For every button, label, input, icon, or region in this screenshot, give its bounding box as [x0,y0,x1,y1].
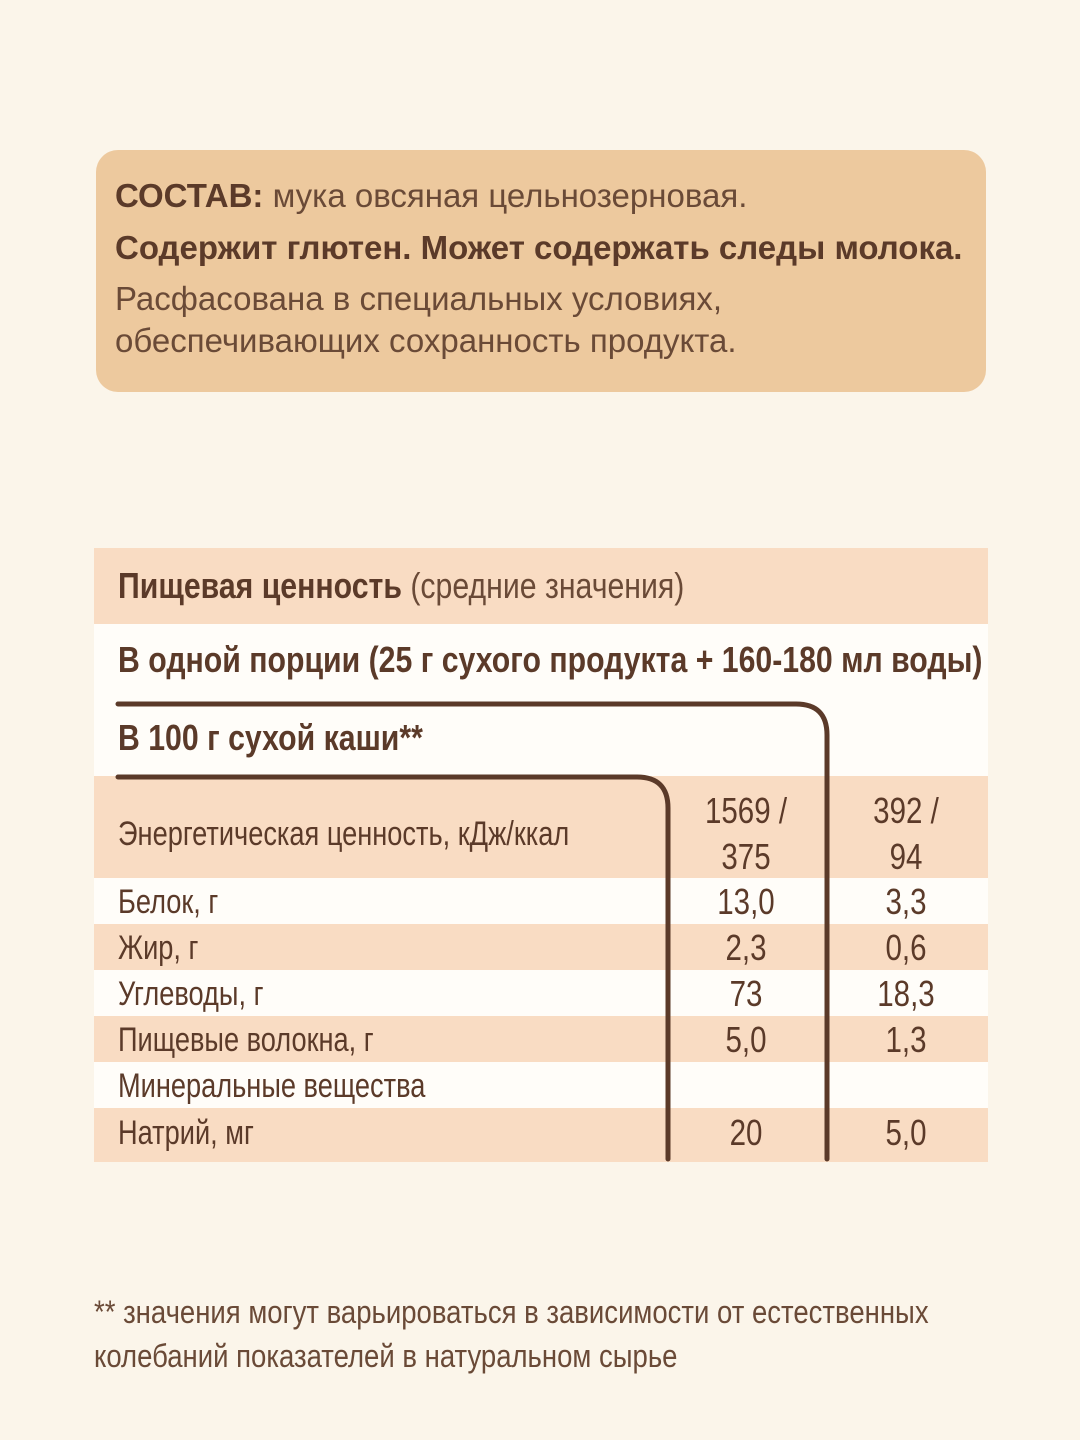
fiber-per-portion: 1,3 [885,1019,927,1060]
row-name-fiber: Пищевые волокна, г [118,1021,374,1059]
row-name-carbs: Углеводы, г [118,975,264,1013]
sodium-per-100g: 20 [729,1112,763,1153]
carbs-per-100g: 73 [729,973,763,1014]
energy-per-100g-kj: 1569 / [704,790,788,831]
protein-per-portion: 3,3 [885,881,927,922]
protein-per-100g: 13,0 [717,881,775,922]
footnote [94,1290,1054,1378]
composition-label: СОСТАВ: [115,177,264,214]
sodium-per-portion: 5,0 [885,1112,927,1153]
row-name-minerals: Минеральные вещества [118,1067,426,1105]
row-name-energy: Энергетическая ценность, кДж/ккал [118,815,570,853]
fiber-per-100g: 5,0 [725,1019,767,1060]
energy-per-portion-kj: 392 / [873,790,939,831]
row-name-sodium: Натрий, мг [118,1114,254,1152]
row-name-protein: Белок, г [118,883,219,921]
per-100g-bracket-line [118,777,668,1159]
energy-per-100g-kcal: 375 [721,836,771,877]
footnote-line-2: колебаний показателей в натуральном сырье [94,1338,678,1374]
nutrition-table [94,548,988,1162]
carbs-per-portion: 18,3 [877,973,935,1014]
per-portion-bracket-line [118,704,827,1159]
composition-box [96,150,986,392]
fat-per-100g: 2,3 [725,927,767,968]
nutrition-title-note: (средние значения) [410,565,685,606]
composition-line [115,174,966,218]
energy-per-portion-kcal: 94 [889,836,923,877]
row-name-fat: Жир, г [118,929,199,967]
column-bracket-lines [94,548,988,1162]
allergen-warning: Содержит глютен. Может содержать следы молока. [115,229,963,266]
per-100g-header: В 100 г сухой каши** [118,717,423,758]
nutrition-title-main: Пищевая ценность [118,565,402,606]
per-portion-header: В одной порции (25 г сухого продукта + 160-180 мл воды) [118,639,983,680]
composition-ingredients: мука овсяная цельнозерновая. [272,177,748,214]
footnote-line-1: ** значения могут варьироваться в зависимости от естественных [94,1294,929,1330]
packing-note: Расфасована в специальных условиях, обеспечивающих сохранность продукта. [115,280,737,359]
fat-per-portion: 0,6 [885,927,927,968]
